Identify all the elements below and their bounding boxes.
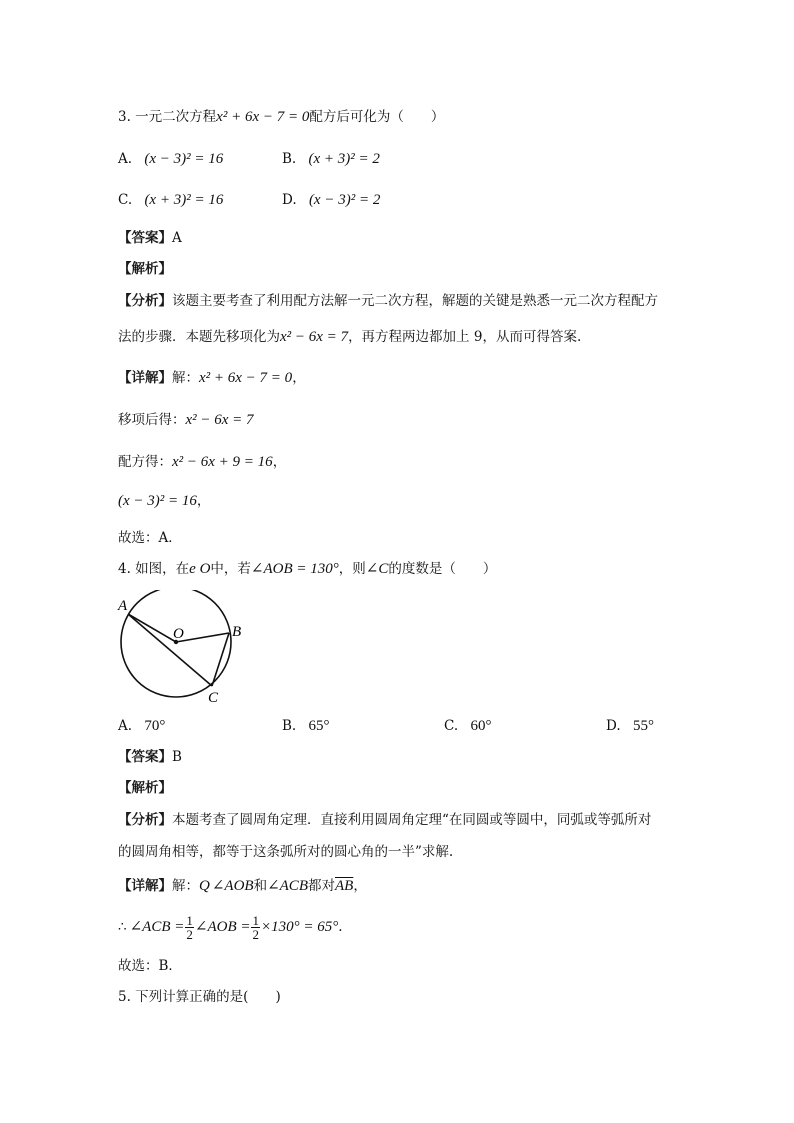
circle-figure xyxy=(110,590,260,710)
detail-text: 解： xyxy=(172,878,199,894)
q4-analysis-line1 xyxy=(118,810,651,830)
q3-equation: x² + 6x − 7 = 0 xyxy=(216,109,310,125)
q4-jiexi xyxy=(118,778,172,798)
choice-text: 故选：A． xyxy=(118,530,182,546)
q3-option-a-text: (x − 3)² = 16 xyxy=(144,151,224,167)
q4-detail xyxy=(118,876,367,896)
q3-option-a-label: A. xyxy=(118,151,133,167)
step-text: 移项后得： xyxy=(118,412,186,428)
step-equation: x² − 6x + 9 = 16 xyxy=(172,454,273,470)
fraction-denominator: 2 xyxy=(186,927,193,942)
q3-step3 xyxy=(118,491,210,511)
step-text: 配方得： xyxy=(118,454,172,470)
detail-text: ， xyxy=(292,370,306,386)
fraction-denominator: 2 xyxy=(252,927,259,942)
q4-option-a-text: 70° xyxy=(144,718,166,734)
segment-bc xyxy=(212,633,229,686)
fenxi-tag: 【分析】 xyxy=(118,293,172,309)
label-o: O xyxy=(173,626,184,642)
q4-answer xyxy=(118,747,182,767)
q4-option-d xyxy=(606,716,654,736)
answer-value: B xyxy=(172,749,182,765)
q4-text: ，则 xyxy=(338,561,366,577)
fenxi-tag: 【分析】 xyxy=(118,812,172,828)
q4-option-b-text: 65° xyxy=(308,718,330,734)
q3-prefix: 3. 一元二次方程 xyxy=(118,109,217,125)
segment-ob xyxy=(176,633,229,642)
q3-option-d-text: (x − 3)² = 2 xyxy=(308,192,381,208)
q4-calc xyxy=(118,914,343,941)
analysis-text: 本题考查了圆周角定理．直接利用圆周角定理“在同圆或等圆中，同弧或等弧所对 xyxy=(172,812,652,828)
q5-text: 5. 下列计算正确的是( ) xyxy=(118,989,281,1005)
detail-text: 都对 xyxy=(307,878,335,894)
fraction-half xyxy=(185,914,194,941)
step-equation: (x − 3)² = 16 xyxy=(118,493,197,509)
q4-option-d-label: D. xyxy=(606,718,621,734)
q4-stem xyxy=(118,559,496,579)
q3-analysis-line1 xyxy=(118,291,658,311)
q3-option-d xyxy=(282,190,380,210)
q3-jiexi xyxy=(118,259,172,279)
q4-choice xyxy=(118,956,182,976)
detail-text: 解： xyxy=(172,370,199,386)
q4-option-c xyxy=(444,716,491,736)
q3-step1 xyxy=(118,410,254,430)
jiexi-tag: 【解析】 xyxy=(118,780,172,796)
detail-text: ， xyxy=(353,878,367,894)
answer-value: A xyxy=(172,230,182,246)
q4-option-c-text: 60° xyxy=(470,718,492,734)
q4-option-c-label: C. xyxy=(444,718,459,734)
q4-option-d-text: 55° xyxy=(632,718,654,734)
q3-option-b-label: B. xyxy=(282,151,297,167)
q5-stem xyxy=(118,987,281,1007)
q3-option-a xyxy=(118,149,223,169)
label-a: A xyxy=(118,598,128,614)
detail-equation: x² + 6x − 7 = 0 xyxy=(199,370,293,386)
jiexi-tag: 【解析】 xyxy=(118,261,172,277)
circle-symbol: e O xyxy=(189,561,211,577)
q3-option-c xyxy=(118,190,223,210)
step-equation: x² − 6x = 7 xyxy=(185,412,254,428)
angle-acb: ∠ACB xyxy=(267,878,308,894)
fraction-half xyxy=(251,914,260,941)
calc-text: ∠ACB = xyxy=(129,919,185,935)
q4-suffix: 的度数是（ ） xyxy=(388,561,497,577)
step-text: ， xyxy=(196,493,211,509)
fraction-numerator: 1 xyxy=(252,913,259,928)
answer-tag: 【答案】 xyxy=(118,749,172,765)
fraction-numerator: 1 xyxy=(186,913,193,928)
q4-prefix: 4. 如图，在 xyxy=(118,561,190,577)
q3-choice xyxy=(118,528,182,548)
q3-suffix: 配方后可化为（ ） xyxy=(309,109,445,125)
q3-option-c-label: C. xyxy=(118,192,133,208)
q3-answer xyxy=(118,228,182,248)
q4-option-a xyxy=(118,716,165,736)
therefore-symbol: ∴ xyxy=(118,919,127,935)
step-text: ， xyxy=(272,454,287,470)
choice-text: 故选：B． xyxy=(118,958,182,974)
q4-analysis-line2 xyxy=(118,842,453,862)
q4-given: ∠AOB = 130° xyxy=(250,561,339,577)
analysis-text: 法的步骤．本题先移项化为 xyxy=(118,329,280,345)
segment-ao xyxy=(128,614,176,642)
q3-option-b xyxy=(282,149,380,169)
analysis-equation: x² − 6x = 7 xyxy=(280,329,349,345)
analysis-text: 的圆周角相等，都等于这条弧所对的圆心角的一半”求解. xyxy=(118,844,454,860)
label-b: B xyxy=(232,624,242,640)
arc-ab: $\overline{AB}$ xyxy=(334,878,354,894)
q3-option-b-text: (x + 3)² = 2 xyxy=(308,151,380,167)
q4-option-b-label: B. xyxy=(282,718,297,734)
xiangjie-tag: 【详解】 xyxy=(118,878,172,894)
calc-text: ×130° = 65° xyxy=(260,919,339,935)
detail-text: 和 xyxy=(253,878,268,894)
q4-angle-c: ∠C xyxy=(365,561,389,577)
calc-text: . xyxy=(338,919,343,935)
q3-detail xyxy=(118,368,306,388)
q3-stem xyxy=(118,107,444,127)
q3-option-d-label: D. xyxy=(282,192,297,208)
q3-option-c-text: (x + 3)² = 16 xyxy=(144,192,224,208)
calc-text: ∠AOB = xyxy=(194,919,251,935)
q4-option-b xyxy=(282,716,330,736)
label-c: C xyxy=(208,690,219,706)
angle-aob: ∠AOB xyxy=(211,878,254,894)
answer-tag: 【答案】 xyxy=(118,230,172,246)
analysis-text: ，再方程两边都加上 9，从而可得答案. xyxy=(348,329,582,345)
q3-analysis-line2 xyxy=(118,327,581,347)
q3-step2 xyxy=(118,452,286,472)
segment-ac xyxy=(128,614,212,686)
analysis-text: 该题主要考查了利用配方法解一元二次方程，解题的关键是熟悉一元二次方程配方 xyxy=(172,293,658,309)
xiangjie-tag: 【详解】 xyxy=(118,370,172,386)
q4-text: 中，若 xyxy=(210,561,251,577)
because-symbol: Q xyxy=(199,878,210,894)
q4-option-a-label: A. xyxy=(118,718,133,734)
